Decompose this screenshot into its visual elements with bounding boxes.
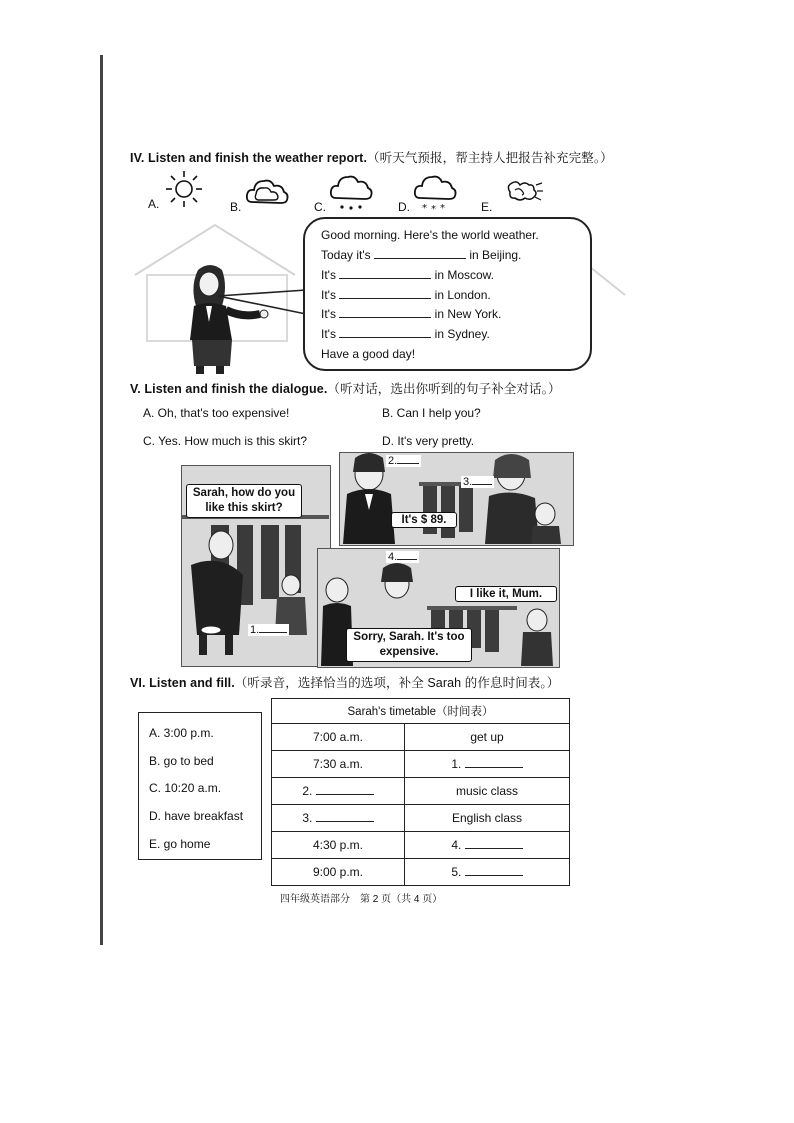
- comic-blank-2[interactable]: 2.: [386, 455, 421, 467]
- section-6-title: VI. Listen and fill.（听录音，选择恰当的选项，补全 Sarah 的作息时间表。）: [130, 676, 560, 690]
- comic-bubble-like-it: I like it, Mum.: [455, 586, 557, 602]
- report-line-3: It's in Moscow.: [321, 268, 495, 282]
- page-binding-line: [100, 55, 103, 945]
- timetable-options-box: [138, 712, 262, 860]
- weather-presenter-illustration: [172, 262, 272, 374]
- comic-blank-1[interactable]: 1.: [248, 624, 289, 636]
- speech-pointer: [218, 288, 308, 318]
- timetable-time: 4:30 p.m.: [272, 832, 405, 859]
- table-row: [272, 805, 570, 832]
- section-5-title: V. Listen and finish the dialogue.（听对话，选出你听到的句子补全对话。）: [130, 382, 561, 396]
- dialogue-choice-c: C. Yes. How much is this skirt?: [143, 434, 308, 448]
- rain-cloud-icon: [328, 170, 374, 214]
- weather-option-c-label: C.: [314, 200, 326, 214]
- timetable-time-blank-3[interactable]: 3.: [272, 805, 405, 832]
- timetable-activity-blank-1[interactable]: 1.: [405, 751, 570, 778]
- snow-cloud-icon: [412, 170, 458, 214]
- timetable-title: Sarah's timetable（时间表）: [272, 699, 570, 724]
- table-row: [272, 724, 570, 751]
- weather-option-d-label: D.: [398, 200, 410, 214]
- svg-text:*: *: [422, 203, 427, 214]
- table-row: [272, 751, 570, 778]
- svg-text:*: *: [440, 203, 445, 214]
- moscow-weather-blank[interactable]: [339, 278, 431, 279]
- timetable-option-a: A. 3:00 p.m.: [149, 726, 214, 740]
- comic-bubble-price: It's $ 89.: [391, 512, 457, 528]
- section-4-title: IV. Listen and finish the weather report.（听天气预报，帮主持人把报告补充完整。）: [130, 151, 613, 165]
- report-line-1: Good morning. Here's the world weather.: [321, 228, 539, 242]
- weather-option-e-label: E.: [481, 200, 493, 214]
- sydney-weather-blank[interactable]: [339, 337, 431, 338]
- comic-bubble-too-expensive: Sorry, Sarah. It's too expensive.: [346, 628, 472, 662]
- london-weather-blank[interactable]: [339, 298, 431, 299]
- shopping-scene-illustration-top: [339, 452, 572, 544]
- timetable-activity: get up: [405, 724, 570, 751]
- report-line-5: It's in New York.: [321, 307, 502, 321]
- table-row: [272, 832, 570, 859]
- timetable-option-b: B. go to bed: [149, 754, 214, 768]
- timetable-activity-blank-5[interactable]: 5.: [405, 859, 570, 886]
- comic-blank-4[interactable]: 4.: [386, 551, 419, 563]
- table-row: [272, 778, 570, 805]
- sarah-timetable: [271, 698, 570, 886]
- comic-bubble-sarah-question: Sarah, how do you like this skirt?: [186, 484, 302, 518]
- report-line-6: It's in Sydney.: [321, 327, 490, 341]
- timetable-option-c: C. 10:20 a.m.: [149, 781, 222, 795]
- beijing-weather-blank[interactable]: [374, 258, 466, 259]
- sun-icon: [164, 169, 204, 209]
- timetable-time: 7:30 a.m.: [272, 751, 405, 778]
- report-line-4: It's in London.: [321, 288, 491, 302]
- timetable-option-d: D. have breakfast: [149, 809, 244, 823]
- timetable-activity: English class: [405, 805, 570, 832]
- timetable-activity-blank-4[interactable]: 4.: [405, 832, 570, 859]
- page-footer: 四年级英语部分 第 2 页（共 4 页）: [280, 894, 443, 905]
- timetable-option-e: E. go home: [149, 837, 211, 851]
- comic-blank-3[interactable]: 3.: [461, 476, 494, 488]
- wind-icon: [500, 176, 544, 210]
- timetable-time: 9:00 p.m.: [272, 859, 405, 886]
- report-line-2: Today it's in Beijing.: [321, 248, 522, 262]
- timetable-time: 7:00 a.m.: [272, 724, 405, 751]
- newyork-weather-blank[interactable]: [339, 317, 431, 318]
- timetable-activity: music class: [405, 778, 570, 805]
- dialogue-choice-b: B. Can I help you?: [382, 406, 481, 420]
- table-row: [272, 859, 570, 886]
- weather-option-a-label: A.: [148, 197, 160, 211]
- svg-text:*: *: [431, 204, 436, 214]
- timetable-time-blank-2[interactable]: 2.: [272, 778, 405, 805]
- dialogue-choice-a: A. Oh, that's too expensive!: [143, 406, 290, 420]
- report-line-7: Have a good day!: [321, 347, 416, 361]
- dialogue-choice-d: D. It's very pretty.: [382, 434, 475, 448]
- weather-option-b-label: B.: [230, 200, 242, 214]
